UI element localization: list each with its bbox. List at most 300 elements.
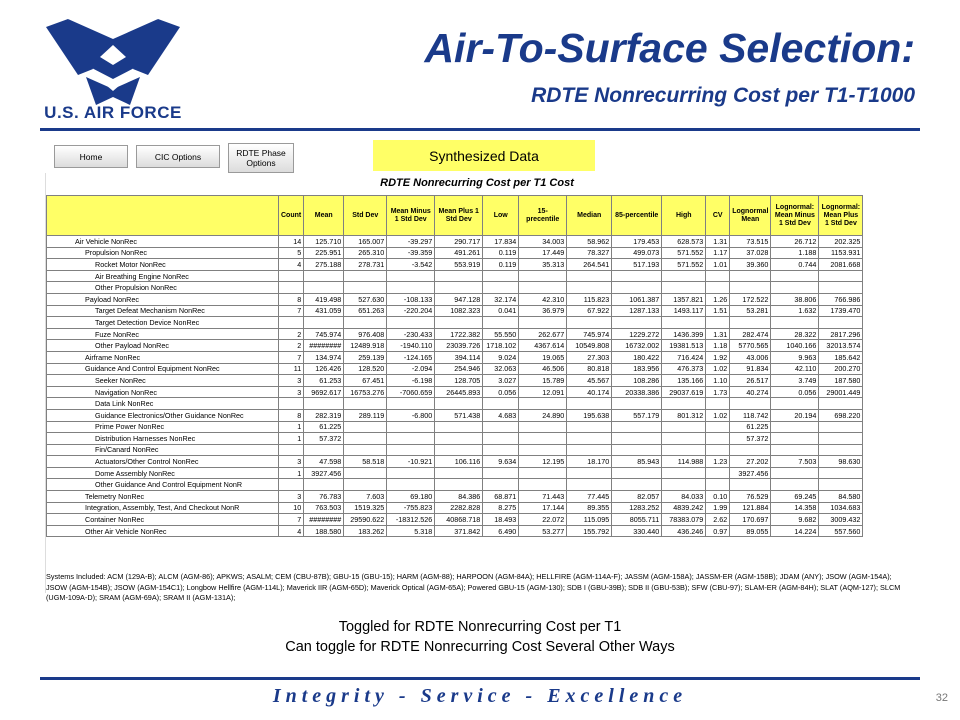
table-cell: 67.922 <box>567 305 612 317</box>
table-cell: 2 <box>279 328 304 340</box>
col-header-cv: CV <box>706 196 730 236</box>
table-cell: 18.493 <box>483 514 519 526</box>
table-cell: 76.783 <box>304 491 344 503</box>
table-cell: 84.386 <box>435 491 483 503</box>
table-cell <box>567 270 612 282</box>
table-cell: 77.445 <box>567 491 612 503</box>
table-cell <box>304 282 344 294</box>
table-cell: 225.951 <box>304 247 344 259</box>
table-row <box>47 317 863 329</box>
table-cell: 1.10 <box>706 375 730 387</box>
table-cell: 12.195 <box>519 456 567 468</box>
note-line-1: Toggled for RDTE Nonrecurring Cost per T1 <box>338 619 622 635</box>
table-cell: 188.580 <box>304 525 344 537</box>
table-cell <box>612 282 662 294</box>
table-cell: 1.51 <box>706 305 730 317</box>
table-cell: 26.712 <box>771 236 819 248</box>
table-row <box>47 479 863 491</box>
table-cell: 1.23 <box>706 456 730 468</box>
table-cell: -755.823 <box>387 502 435 514</box>
row-label: Target Defeat Mechanism NonRec <box>47 305 279 317</box>
table-cell <box>662 270 706 282</box>
table-cell: 4367.614 <box>519 340 567 352</box>
table-cell: 3.749 <box>771 375 819 387</box>
table-cell: 17.449 <box>519 247 567 259</box>
table-cell: 264.541 <box>567 259 612 271</box>
table-cell: 55.550 <box>483 328 519 340</box>
row-label: Prime Power NonRec <box>47 421 279 433</box>
table-cell: 53.277 <box>519 525 567 537</box>
table-row <box>47 282 863 294</box>
table-cell: 61.225 <box>304 421 344 433</box>
table-cell: 5 <box>279 247 304 259</box>
table-cell <box>435 467 483 479</box>
table-cell: 1519.325 <box>344 502 387 514</box>
table-cell <box>567 398 612 410</box>
table-cell <box>279 444 304 456</box>
table-cell: 118.742 <box>730 409 771 421</box>
row-label: Air Vehicle NonRec <box>47 236 279 248</box>
table-cell: 1 <box>279 467 304 479</box>
table-cell <box>483 444 519 456</box>
rdte-phase-options-button[interactable] <box>228 143 294 173</box>
table-cell: 71.443 <box>519 491 567 503</box>
table-cell: 24.890 <box>519 409 567 421</box>
table-cell <box>662 317 706 329</box>
page-subtitle: RDTE Nonrecurring Cost per T1-T1000 <box>531 84 915 107</box>
table-cell: 289.119 <box>344 409 387 421</box>
table-cell <box>344 433 387 445</box>
table-cell: 29037.619 <box>662 386 706 398</box>
table-cell: 3009.432 <box>819 514 863 526</box>
row-label: Target Detection Device NonRec <box>47 317 279 329</box>
row-label: Propulsion NonRec <box>47 247 279 259</box>
table-cell: 4 <box>279 525 304 537</box>
table-cell: 7.503 <box>771 456 819 468</box>
table-cell: 947.128 <box>435 293 483 305</box>
bottom-divider <box>40 677 920 680</box>
table-cell: 262.677 <box>519 328 567 340</box>
page-title: Air-To-Surface Selection: <box>424 25 915 71</box>
table-cell <box>819 398 863 410</box>
table-cell: 766.986 <box>819 293 863 305</box>
col-header-lognormal-mean: Lognormal Mean <box>730 196 771 236</box>
table-cell: 42.310 <box>519 293 567 305</box>
table-cell <box>567 282 612 294</box>
table-cell: 14.224 <box>771 525 819 537</box>
table-cell <box>819 317 863 329</box>
table-cell: 89.355 <box>567 502 612 514</box>
table-cell <box>819 270 863 282</box>
table-cell: 106.116 <box>435 456 483 468</box>
table-cell <box>519 467 567 479</box>
table-cell: 282.474 <box>730 328 771 340</box>
table-cell: 69.180 <box>387 491 435 503</box>
table-cell <box>304 317 344 329</box>
row-label: Guidance And Control Equipment NonRec <box>47 363 279 375</box>
table-cell: 18.170 <box>567 456 612 468</box>
table-cell: 3 <box>279 386 304 398</box>
table-cell: 3 <box>279 491 304 503</box>
table-cell: 259.139 <box>344 351 387 363</box>
table-cell <box>304 479 344 491</box>
table-cell <box>771 421 819 433</box>
table-cell <box>819 421 863 433</box>
table-cell: ######## <box>304 340 344 352</box>
table-cell: -108.133 <box>387 293 435 305</box>
table-cell <box>304 444 344 456</box>
table-cell: 4 <box>279 259 304 271</box>
table-cell <box>612 479 662 491</box>
table-cell <box>483 398 519 410</box>
table-cell: 20338.386 <box>612 386 662 398</box>
table-cell: 27.303 <box>567 351 612 363</box>
table-cell: 58.518 <box>344 456 387 468</box>
table-cell: 517.193 <box>612 259 662 271</box>
row-label: Data Link NonRec <box>47 398 279 410</box>
table-cell: 10549.808 <box>567 340 612 352</box>
table-cell: 115.823 <box>567 293 612 305</box>
synthesized-data-banner: Synthesized Data <box>373 140 595 171</box>
table-cell: 8055.711 <box>612 514 662 526</box>
table-cell: 419.498 <box>304 293 344 305</box>
table-cell: 53.281 <box>730 305 771 317</box>
table-cell: 16732.002 <box>612 340 662 352</box>
table-cell <box>387 479 435 491</box>
table-cell: 4.683 <box>483 409 519 421</box>
table-cell: 19381.513 <box>662 340 706 352</box>
table-cell: 1.632 <box>771 305 819 317</box>
table-cell: -2.094 <box>387 363 435 375</box>
table-cell: 14.358 <box>771 502 819 514</box>
table-cell: 1153.931 <box>819 247 863 259</box>
table-cell: 84.580 <box>819 491 863 503</box>
table-cell: 1436.399 <box>662 328 706 340</box>
table-cell <box>483 433 519 445</box>
row-label: Other Air Vehicle NonRec <box>47 525 279 537</box>
table-cell: 265.310 <box>344 247 387 259</box>
table-cell <box>279 282 304 294</box>
table-cell: 84.033 <box>662 491 706 503</box>
table-cell <box>612 398 662 410</box>
table-cell: 183.262 <box>344 525 387 537</box>
table-cell <box>730 270 771 282</box>
table-cell: 8 <box>279 293 304 305</box>
table-row <box>47 502 863 514</box>
table-cell: 185.642 <box>819 351 863 363</box>
table-cell <box>435 444 483 456</box>
table-cell: 1082.323 <box>435 305 483 317</box>
table-cell: 16753.276 <box>344 386 387 398</box>
table-cell: 39.360 <box>730 259 771 271</box>
col-header-mean-minus: Mean Minus 1 Std Dev <box>387 196 435 236</box>
table-cell: 2282.828 <box>435 502 483 514</box>
table-cell <box>387 421 435 433</box>
table-cell: 170.697 <box>730 514 771 526</box>
table-cell: 9.682 <box>771 514 819 526</box>
table-cell <box>519 444 567 456</box>
table-cell <box>730 398 771 410</box>
table-cell: 1061.387 <box>612 293 662 305</box>
cic-options-button[interactable]: CIC Options <box>136 145 220 168</box>
rdte-options-label: Options <box>246 158 276 168</box>
table-cell: 5.318 <box>387 525 435 537</box>
row-label: Distribution Harnesses NonRec <box>47 433 279 445</box>
table-cell: 2081.668 <box>819 259 863 271</box>
top-divider <box>40 128 920 131</box>
table-cell: 43.006 <box>730 351 771 363</box>
table-cell: 29590.622 <box>344 514 387 526</box>
table-cell <box>435 433 483 445</box>
table-cell: 1.73 <box>706 386 730 398</box>
table-cell <box>279 479 304 491</box>
table-cell <box>706 421 730 433</box>
table-cell: 35.313 <box>519 259 567 271</box>
table-cell <box>771 317 819 329</box>
table-cell: 278.731 <box>344 259 387 271</box>
table-cell: 1.01 <box>706 259 730 271</box>
note-line-2: Can toggle for RDTE Nonrecurring Cost Several Other Ways <box>285 639 675 655</box>
table-cell <box>706 282 730 294</box>
table-cell: 89.055 <box>730 525 771 537</box>
table-cell <box>435 479 483 491</box>
table-cell: 12489.918 <box>344 340 387 352</box>
row-label: Actuators/Other Control NonRec <box>47 456 279 468</box>
table-cell: 20.194 <box>771 409 819 421</box>
table-cell <box>662 444 706 456</box>
table-cell: 98.630 <box>819 456 863 468</box>
table-cell <box>483 270 519 282</box>
table-cell: 2 <box>279 340 304 352</box>
table-cell: 134.974 <box>304 351 344 363</box>
table-cell: 2817.296 <box>819 328 863 340</box>
table-cell: 78.327 <box>567 247 612 259</box>
table-cell: 108.286 <box>612 375 662 387</box>
table-cell: -18312.526 <box>387 514 435 526</box>
logo-text: U.S. AIR FORCE <box>44 103 182 122</box>
table-cell: 436.246 <box>662 525 706 537</box>
col-header-85-percentile: 85-percentile <box>612 196 662 236</box>
table-cell <box>567 467 612 479</box>
table-cell <box>819 444 863 456</box>
table-cell: 73.515 <box>730 236 771 248</box>
table-cell <box>344 479 387 491</box>
table-cell <box>279 317 304 329</box>
table-cell: -220.204 <box>387 305 435 317</box>
table-cell <box>612 421 662 433</box>
col-header-count: Count <box>279 196 304 236</box>
row-label: Guidance Electronics/Other Guidance NonRec <box>47 409 279 421</box>
table-cell: 1.92 <box>706 351 730 363</box>
table-cell: 34.003 <box>519 236 567 248</box>
table-row <box>47 444 863 456</box>
table-cell <box>519 317 567 329</box>
table-cell: 125.710 <box>304 236 344 248</box>
table-cell <box>771 433 819 445</box>
table-cell: 128.705 <box>435 375 483 387</box>
table-cell: 491.261 <box>435 247 483 259</box>
table-cell: 7 <box>279 351 304 363</box>
table-cell: 61.253 <box>304 375 344 387</box>
table-cell: 36.979 <box>519 305 567 317</box>
row-label: Payload NonRec <box>47 293 279 305</box>
table-cell: 0.041 <box>483 305 519 317</box>
table-cell <box>662 398 706 410</box>
table-cell: 698.220 <box>819 409 863 421</box>
col-header-median: Median <box>567 196 612 236</box>
table-row <box>47 328 863 340</box>
table-cell <box>435 282 483 294</box>
cost-table <box>46 195 863 537</box>
table-cell <box>567 317 612 329</box>
table-cell <box>519 479 567 491</box>
table-cell <box>483 421 519 433</box>
table-cell <box>387 317 435 329</box>
table-cell <box>483 479 519 491</box>
row-label: Navigation NonRec <box>47 386 279 398</box>
table-cell <box>771 270 819 282</box>
col-header-lognormal-minus: Lognormal: Mean Minus 1 Std Dev <box>771 196 819 236</box>
table-cell: 476.373 <box>662 363 706 375</box>
table-cell: -230.433 <box>387 328 435 340</box>
table-cell: 10 <box>279 502 304 514</box>
table-cell <box>706 479 730 491</box>
table-cell: -1940.110 <box>387 340 435 352</box>
table-cell: 976.408 <box>344 328 387 340</box>
table-cell: 571.438 <box>435 409 483 421</box>
table-cell: -7060.659 <box>387 386 435 398</box>
table-cell: ######## <box>304 514 344 526</box>
table-cell: 1.31 <box>706 236 730 248</box>
table-header-row <box>47 196 863 236</box>
table-row <box>47 270 863 282</box>
col-header-15-percentile: 15-precentile <box>519 196 567 236</box>
table-cell: 172.522 <box>730 293 771 305</box>
table-cell: 1.188 <box>771 247 819 259</box>
table-cell: 282.319 <box>304 409 344 421</box>
table-cell: 12.091 <box>519 386 567 398</box>
row-label: Rocket Motor NonRec <box>47 259 279 271</box>
table-cell: 275.188 <box>304 259 344 271</box>
col-header-low: Low <box>483 196 519 236</box>
table-cell <box>730 479 771 491</box>
table-cell: 179.453 <box>612 236 662 248</box>
table-cell: 499.073 <box>612 247 662 259</box>
table-cell: 394.114 <box>435 351 483 363</box>
table-cell <box>387 270 435 282</box>
table-cell: 57.372 <box>304 433 344 445</box>
table-cell <box>435 270 483 282</box>
table-cell <box>771 479 819 491</box>
table-cell: -6.800 <box>387 409 435 421</box>
table-cell <box>730 317 771 329</box>
row-label: Fin/Canard NonRec <box>47 444 279 456</box>
table-cell: 135.166 <box>662 375 706 387</box>
table-cell: 527.630 <box>344 293 387 305</box>
table-cell: 200.270 <box>819 363 863 375</box>
table-cell: 155.792 <box>567 525 612 537</box>
row-label: Fuze NonRec <box>47 328 279 340</box>
table-cell <box>730 282 771 294</box>
table-cell <box>483 467 519 479</box>
table-cell: 85.943 <box>612 456 662 468</box>
table-cell <box>519 398 567 410</box>
table-cell <box>304 398 344 410</box>
table-cell: 187.580 <box>819 375 863 387</box>
table-cell: -10.921 <box>387 456 435 468</box>
table-cell <box>706 444 730 456</box>
row-label: Air Breathing Engine NonRec <box>47 270 279 282</box>
table-cell: 15.789 <box>519 375 567 387</box>
table-cell <box>304 270 344 282</box>
table-cell <box>344 398 387 410</box>
table-row <box>47 491 863 503</box>
col-header-mean: Mean <box>304 196 344 236</box>
home-button[interactable]: Home <box>54 145 128 168</box>
row-label: Integration, Assembly, Test, And Checkout NonR <box>47 502 279 514</box>
table-cell <box>819 467 863 479</box>
table-cell: 0.97 <box>706 525 730 537</box>
table-row <box>47 467 863 479</box>
table-cell <box>706 398 730 410</box>
table-cell: 78383.079 <box>662 514 706 526</box>
table-cell <box>567 479 612 491</box>
table-cell: 745.974 <box>567 328 612 340</box>
table-cell <box>435 421 483 433</box>
table-cell <box>387 467 435 479</box>
table-cell: 0.056 <box>771 386 819 398</box>
table-row <box>47 456 863 468</box>
table-cell: 14 <box>279 236 304 248</box>
table-cell <box>344 444 387 456</box>
table-cell <box>279 270 304 282</box>
table-cell: 1 <box>279 433 304 445</box>
table-row <box>47 409 863 421</box>
col-header-mean-plus: Mean Plus 1 Std Dev <box>435 196 483 236</box>
table-cell <box>519 421 567 433</box>
table-cell: 1.02 <box>706 409 730 421</box>
table-cell: 1283.252 <box>612 502 662 514</box>
col-header-high: High <box>662 196 706 236</box>
table-cell: 17.834 <box>483 236 519 248</box>
table-cell <box>344 317 387 329</box>
table-cell <box>771 398 819 410</box>
table-cell <box>612 317 662 329</box>
table-cell: 571.552 <box>662 259 706 271</box>
col-header-name <box>47 196 279 236</box>
table-row <box>47 421 863 433</box>
table-cell: 0.10 <box>706 491 730 503</box>
table-row <box>47 293 863 305</box>
table-cell: 61.225 <box>730 421 771 433</box>
table-cell <box>771 444 819 456</box>
table-row <box>47 351 863 363</box>
row-label: Seeker NonRec <box>47 375 279 387</box>
table-cell: 38.806 <box>771 293 819 305</box>
table-cell: 1.26 <box>706 293 730 305</box>
table-cell: 32.174 <box>483 293 519 305</box>
table-cell <box>435 317 483 329</box>
table-cell: 371.842 <box>435 525 483 537</box>
table-cell: 1.02 <box>706 363 730 375</box>
table-cell: 1.18 <box>706 340 730 352</box>
table-cell: 0.056 <box>483 386 519 398</box>
table-cell: 40.174 <box>567 386 612 398</box>
table-cell: 1 <box>279 421 304 433</box>
table-cell: 9692.617 <box>304 386 344 398</box>
table-cell: 9.963 <box>771 351 819 363</box>
table-cell <box>387 282 435 294</box>
